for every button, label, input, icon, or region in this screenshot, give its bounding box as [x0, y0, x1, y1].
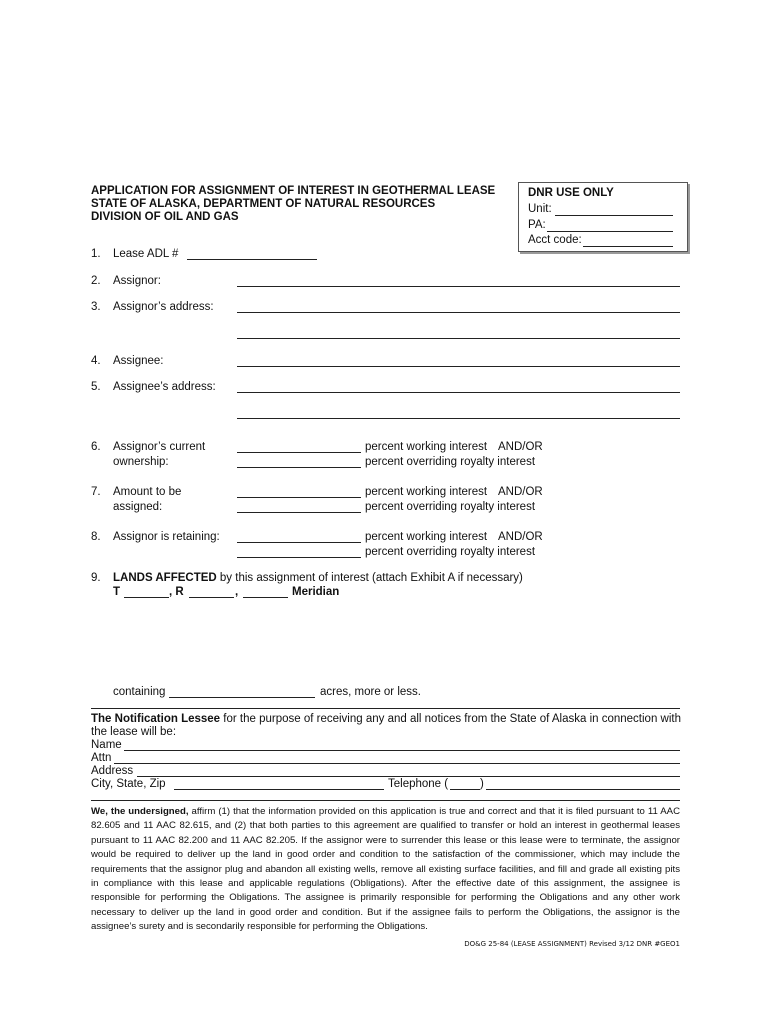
form-header	[91, 185, 495, 224]
area-code-close: )	[480, 778, 484, 790]
assignor-field[interactable]	[237, 286, 680, 287]
item-5-number: 5.	[91, 381, 101, 393]
item-7-number: 7.	[91, 486, 101, 498]
dnr-acct-label: Acct code:	[528, 234, 582, 246]
item-1-number: 1.	[91, 248, 101, 260]
telephone-label: Telephone (	[388, 778, 449, 790]
area-code-field[interactable]	[450, 789, 480, 790]
current-royalty-interest-field[interactable]	[237, 467, 361, 468]
notification-lessee-heading: The Notification Lessee	[91, 713, 221, 725]
assignee-address-field-2[interactable]	[237, 418, 680, 419]
affirmation-heading: We, the undersigned,	[91, 806, 189, 817]
notification-lessee-text-2: the lease will be:	[91, 726, 177, 738]
telephone-field[interactable]	[486, 789, 680, 790]
lands-affected-text: by this assignment of interest (attach Exhibit A if necessary)	[216, 572, 523, 584]
retained-royalty-interest-field[interactable]	[237, 557, 361, 558]
assignor-address-field-1[interactable]	[237, 312, 680, 313]
attn-field[interactable]	[114, 763, 680, 764]
name-field[interactable]	[124, 750, 680, 751]
acres-label: acres, more or less.	[320, 686, 421, 698]
affirmation-text: affirm (1) that the information provided on this application is true and correct and that it is filed pursuant to 11 AAC 82.605 and 11 AAC 82.615, and (2) that both parties to this agreement are qualified to transfer or hold an interest in geothermal leases pursuant to 11 AAC 82.200 and 11 AAC 82.205. If the assignor were to surrender this lease or this lease were to terminate, the assignor would be required to deliver up the land in good order and condition to the satisfaction of the commissioner, which may include the requirements that the assignor plug and abandon all existing wells, remove all existing surface facilities, and fill and grade all existing pits in compliance with this lease and applicable regulations (Obligations). After the effective date of this assignment, the assignee is responsible for performing the Obligations. The assignee is primarily responsible for performing the Obligations and any other work necessary to deliver up the land in good order and condition. But if the assignee fails to perform the Obligations, the assignor is the assignee’s surety and is secondarily responsible for performing the Obligations.	[91, 806, 680, 933]
current-ownership-label-2: ownership:	[113, 456, 169, 468]
dnr-pa-field[interactable]	[547, 231, 673, 232]
item-3-number: 3.	[91, 301, 101, 313]
city-state-zip-field[interactable]	[174, 789, 384, 790]
retained-working-interest-field[interactable]	[237, 542, 361, 543]
amount-assigned-label-1: Amount to be	[113, 486, 182, 498]
meridian-label: Meridian	[292, 586, 340, 598]
current-royalty-interest-label: percent overriding royalty interest	[365, 456, 536, 468]
notification-intro	[91, 713, 691, 725]
retained-royalty-interest-label: percent overriding royalty interest	[365, 546, 536, 558]
current-and-or: AND/OR	[498, 441, 543, 453]
assigned-and-or: AND/OR	[498, 486, 543, 498]
address-field[interactable]	[137, 776, 680, 777]
current-working-interest-field[interactable]	[237, 452, 361, 453]
lands-affected-line	[113, 572, 523, 584]
assignee-field[interactable]	[237, 366, 680, 367]
dnr-unit-field[interactable]	[555, 215, 673, 216]
notification-lessee-text: for the purpose of receiving any and all notices from the State of Alaska in connection with	[220, 713, 681, 725]
township-label: T	[113, 586, 121, 598]
address-label: Address	[91, 765, 134, 777]
assignee-address-field-1[interactable]	[237, 392, 680, 393]
form-number-footer: DO&G 25-84 (LEASE ASSIGNMENT) Revised 3/12 DNR #GEO1	[464, 940, 680, 948]
lease-adl-label: Lease ADL #	[113, 248, 179, 260]
item-2-number: 2.	[91, 275, 101, 287]
assigned-royalty-interest-field[interactable]	[237, 512, 361, 513]
assigned-working-interest-label: percent working interest	[365, 486, 488, 498]
division-name: DIVISION OF OIL AND GAS	[91, 211, 239, 223]
dnr-acct-field[interactable]	[583, 246, 673, 247]
range-label: , R	[169, 586, 184, 598]
item-9-number: 9.	[91, 572, 101, 584]
range-comma: ,	[235, 586, 239, 598]
acres-field[interactable]	[169, 697, 315, 698]
assignee-address-label: Assignee’s address:	[113, 381, 216, 393]
dnr-unit-label: Unit:	[528, 203, 552, 215]
retaining-label: Assignor is retaining:	[113, 531, 220, 543]
item-4-number: 4.	[91, 355, 101, 367]
assigned-working-interest-field[interactable]	[237, 497, 361, 498]
assignor-label: Assignor:	[113, 275, 161, 287]
item-6-number: 6.	[91, 441, 101, 453]
assignor-address-field-2[interactable]	[237, 338, 680, 339]
current-working-interest-label: percent working interest	[365, 441, 488, 453]
lease-adl-field[interactable]	[187, 259, 317, 260]
section-divider	[91, 708, 680, 709]
city-state-zip-label: City, State, Zip	[91, 778, 166, 790]
retained-working-interest-label: percent working interest	[365, 531, 488, 543]
amount-assigned-label-2: assigned:	[113, 501, 163, 513]
current-ownership-label-1: Assignor’s current	[113, 441, 206, 453]
agency-name: STATE OF ALASKA, DEPARTMENT OF NATURAL RESOURCES	[91, 198, 436, 210]
meridian-field[interactable]	[243, 597, 288, 598]
attn-label: Attn	[91, 752, 112, 764]
section-divider-2	[91, 800, 680, 801]
dnr-pa-label: PA:	[528, 219, 546, 231]
assignor-address-label: Assignor’s address:	[113, 301, 214, 313]
assigned-royalty-interest-label: percent overriding royalty interest	[365, 501, 536, 513]
name-label: Name	[91, 739, 122, 751]
affirmation-paragraph	[91, 805, 680, 935]
assignee-label: Assignee:	[113, 355, 164, 367]
range-field[interactable]	[189, 597, 234, 598]
lands-affected-heading: LANDS AFFECTED	[113, 572, 217, 584]
containing-label: containing	[113, 686, 166, 698]
township-field[interactable]	[124, 597, 169, 598]
retained-and-or: AND/OR	[498, 531, 543, 543]
dnr-box-title: DNR USE ONLY	[528, 187, 614, 199]
form-title: APPLICATION FOR ASSIGNMENT OF INTEREST IN GEOTHERMAL LEASE	[91, 185, 496, 197]
item-8-number: 8.	[91, 531, 101, 543]
dnr-use-only-box	[518, 182, 688, 252]
